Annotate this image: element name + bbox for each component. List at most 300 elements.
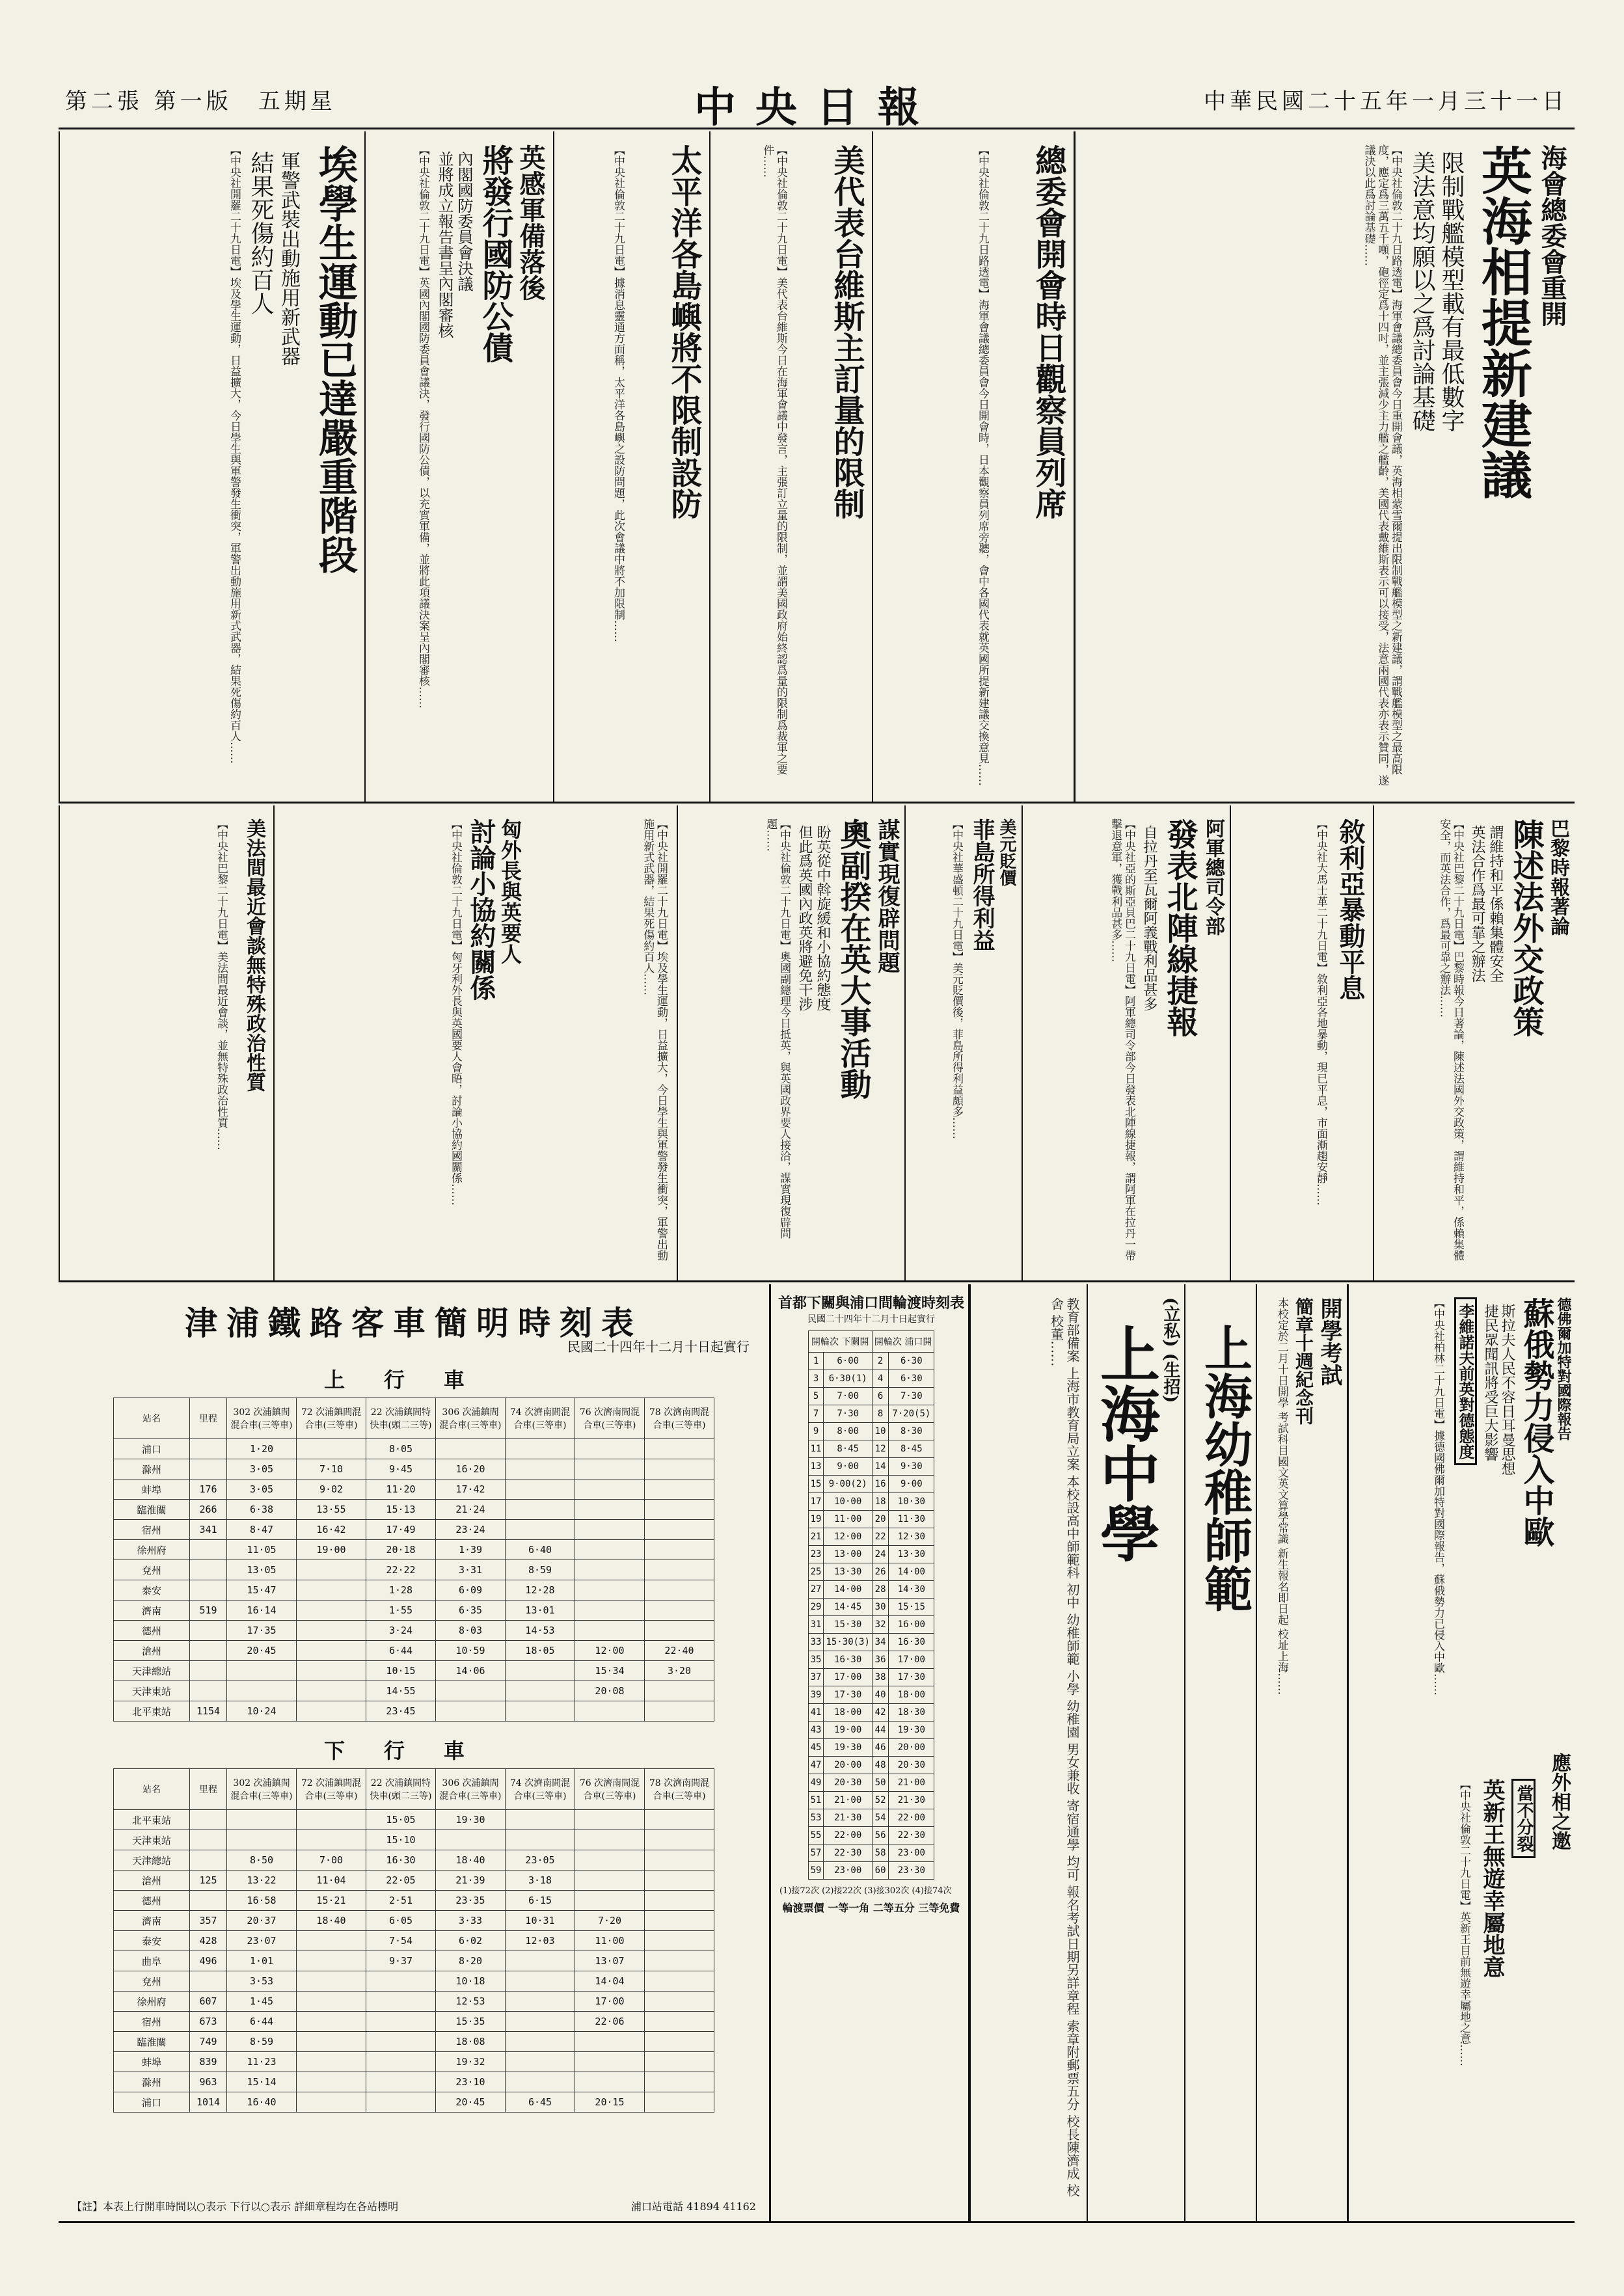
station-name: 濟南	[114, 1911, 190, 1931]
ferry-departure-time: 23·00	[889, 1844, 934, 1862]
ferry-departure-time: 16·30	[889, 1634, 934, 1651]
station-distance: 341	[190, 1520, 227, 1540]
issue-date: 中華民國二十五年一月三十一日	[1204, 88, 1568, 115]
departure-time	[506, 1661, 575, 1681]
ferry-note: (1)接72次 (2)接22次 (3)接302次 (4)接74次	[779, 1886, 952, 1896]
departure-time	[436, 1439, 506, 1459]
ferry-run-number: 38	[872, 1669, 888, 1686]
departure-time	[645, 2092, 714, 2113]
departure-time: 23·10	[436, 2072, 506, 2092]
ferry-departure-time: 12·00	[824, 1528, 872, 1546]
ferry-run-number: 15	[808, 1476, 824, 1493]
departure-time	[297, 2072, 366, 2092]
ferry-departure-time: 9·00(2)	[824, 1476, 872, 1493]
article-us-france	[59, 805, 273, 1280]
departure-time: 15·05	[366, 1810, 436, 1830]
boxed-headline: 當不分裂	[1511, 1779, 1536, 1858]
departure-time: 3·53	[227, 1971, 297, 1992]
departure-time: 16·42	[297, 1520, 366, 1540]
ferry-run-number: 46	[872, 1739, 888, 1757]
ferry-departure-time: 18·00	[824, 1704, 872, 1722]
departure-time	[297, 1560, 366, 1580]
headline: 敘利亞暴動平息	[1335, 818, 1366, 1001]
station-name: 滄州	[114, 1641, 190, 1661]
station-name: 滁州	[114, 2072, 190, 2092]
departure-time: 6·02	[436, 1931, 506, 1951]
departure-time: 7·20	[575, 1911, 645, 1931]
article-body: 【中央社倫敦二十九日電】英新王目前無遊幸屬地之意……	[1457, 1779, 1470, 2066]
departure-time: 14·53	[506, 1621, 575, 1641]
departure-time	[506, 1479, 575, 1500]
ferry-run-number: 22	[872, 1528, 888, 1546]
train-header: 72 次浦鎮間混合車(三等車)	[297, 1769, 366, 1810]
timetable-row	[114, 1850, 714, 1871]
ferry-run-number: 8	[872, 1405, 888, 1423]
ferry-run-number: 9	[808, 1423, 824, 1440]
station-distance: 1154	[190, 1701, 227, 1722]
ferry-departure-time: 18·00	[889, 1686, 934, 1704]
departure-time	[645, 2032, 714, 2052]
station-name: 宿州	[114, 2012, 190, 2032]
ferry-row	[808, 1599, 934, 1616]
headline: 發表北陣線捷報	[1161, 818, 1198, 1037]
departure-time: 21·39	[436, 1871, 506, 1891]
timetable-row	[114, 1701, 714, 1722]
departure-time: 14·06	[436, 1661, 506, 1681]
departure-time: 1·28	[366, 1580, 436, 1600]
ferry-run-number: 12	[872, 1440, 888, 1458]
train-header: 306 次浦鎮間混合車(三等車)	[436, 1769, 506, 1810]
ferry-row	[808, 1686, 934, 1704]
station-distance	[190, 1580, 227, 1600]
timetable-row	[114, 1621, 714, 1641]
departure-time: 11·04	[297, 1871, 366, 1891]
ferry-run-number: 59	[808, 1862, 824, 1880]
ferry-run-number: 41	[808, 1704, 824, 1722]
station-distance	[190, 1661, 227, 1681]
subheadline: 斯拉夫人民不容日耳曼思想	[1499, 1304, 1515, 1476]
station-distance	[190, 1850, 227, 1871]
ferry-departure-time: 14·00	[824, 1581, 872, 1599]
ferry-departure-time: 7·30	[889, 1388, 934, 1405]
departure-time	[645, 1459, 714, 1479]
ferry-departure-time: 8·00	[824, 1423, 872, 1440]
station-distance: 607	[190, 1992, 227, 2012]
station-name: 滁州	[114, 1459, 190, 1479]
ferry-row	[808, 1739, 934, 1757]
departure-time: 22·05	[366, 1871, 436, 1891]
station-distance	[190, 1641, 227, 1661]
train-header: 74 次濟南間混合車(三等車)	[506, 1398, 575, 1439]
ferry-run-number: 34	[872, 1634, 888, 1651]
ferry-run-number: 43	[808, 1722, 824, 1739]
station-name: 北平東站	[114, 1810, 190, 1830]
departure-time: 18·40	[297, 1911, 366, 1931]
departure-time: 13·05	[227, 1560, 297, 1580]
ferry-row	[808, 1388, 934, 1405]
ferry-run-number: 36	[872, 1651, 888, 1669]
subheadline: 結果死傷約百人	[247, 151, 274, 315]
station-name: 蚌埠	[114, 2052, 190, 2072]
article-delegates	[872, 131, 1074, 802]
departure-time	[227, 1681, 297, 1701]
ferry-run-number: 37	[808, 1669, 824, 1686]
subheadline: 謂維持和平係賴集體安全	[1487, 825, 1504, 982]
ferry-departure-time: 6·30	[889, 1370, 934, 1388]
station-distance: 1014	[190, 2092, 227, 2113]
departure-time: 8·59	[506, 1560, 575, 1580]
departure-time: 1·45	[227, 1992, 297, 2012]
departure-time: 6·40	[506, 1540, 575, 1560]
ferry-departure-time: 6·00	[824, 1353, 872, 1370]
ferry-departure-time: 10·00	[824, 1493, 872, 1511]
departure-time	[645, 1701, 714, 1722]
departure-time: 8·47	[227, 1520, 297, 1540]
departure-time	[645, 1681, 714, 1701]
station-distance: 839	[190, 2052, 227, 2072]
timetable-row	[114, 1891, 714, 1911]
middle-news-band	[59, 805, 1575, 1282]
ferry-run-number: 18	[872, 1493, 888, 1511]
kicker: 英感軍備落後	[515, 144, 546, 301]
headline: 應外相之邀	[1548, 1753, 1571, 1850]
station-name: 蚌埠	[114, 1479, 190, 1500]
ferry-row	[808, 1844, 934, 1862]
timetable-row	[114, 2092, 714, 2113]
headline: 討論小協約關係	[466, 818, 496, 1001]
article-syria	[1230, 805, 1373, 1280]
ferry-run-number: 53	[808, 1809, 824, 1827]
timetable-row	[114, 1520, 714, 1540]
page-number: 第二張 第一版 五期星	[65, 88, 336, 115]
departure-time: 17·00	[575, 1992, 645, 2012]
timetable-row	[114, 1911, 714, 1931]
departure-time	[297, 1701, 366, 1722]
ferry-departure-time: 20·30	[889, 1757, 934, 1774]
departure-time: 8·20	[436, 1951, 506, 1971]
ferry-departure-time: 21·00	[824, 1792, 872, 1809]
ferry-row	[808, 1616, 934, 1634]
timetable-row	[114, 1661, 714, 1681]
departure-time	[575, 1621, 645, 1641]
train-header: 302 次浦鎮間混合車(三等車)	[227, 1769, 297, 1810]
departure-time: 20·37	[227, 1911, 297, 1931]
subheadline: 美法意均願以之爲討論基礎	[1409, 151, 1435, 432]
ferry-run-number: 3	[808, 1370, 824, 1388]
station-name: 徐州府	[114, 1540, 190, 1560]
station-distance: 963	[190, 2072, 227, 2092]
train-header: 76 次濟南間混合車(三等車)	[575, 1769, 645, 1810]
ferry-departure-time: 11·00	[824, 1511, 872, 1528]
departure-time	[297, 1439, 366, 1459]
departure-time: 6·35	[436, 1600, 506, 1621]
departure-time	[645, 1479, 714, 1500]
headline: 奧副揆在英大事活動	[835, 818, 871, 1100]
ferry-row	[808, 1458, 934, 1476]
departure-time	[645, 1540, 714, 1560]
headline: 英新王無遊幸屬地意	[1479, 1779, 1505, 1978]
departure-time: 12·00	[575, 1641, 645, 1661]
ferry-run-number: 47	[808, 1757, 824, 1774]
departure-time: 15·10	[366, 1830, 436, 1850]
ferry-row	[808, 1704, 934, 1722]
departure-time	[227, 1661, 297, 1681]
ferry-row	[808, 1563, 934, 1581]
article-defense-bonds	[364, 131, 553, 802]
departure-time: 3·33	[436, 1911, 506, 1931]
ferry-departure-time: 19·00	[824, 1722, 872, 1739]
departure-time: 14·55	[366, 1681, 436, 1701]
departure-time	[645, 1971, 714, 1992]
station-distance	[190, 1830, 227, 1850]
departure-time: 10·15	[366, 1661, 436, 1681]
ferry-run-number: 58	[872, 1844, 888, 1862]
kicker: 謀實現復辟問題	[874, 818, 900, 973]
departure-time	[645, 1850, 714, 1871]
departure-time	[227, 1830, 297, 1850]
departure-time: 1·55	[366, 1600, 436, 1621]
station-name: 德州	[114, 1891, 190, 1911]
ferry-run-number: 24	[872, 1546, 888, 1563]
notice-headline: 開學考試	[1316, 1297, 1342, 1386]
station-name: 宿州	[114, 1520, 190, 1540]
down-trains-table	[113, 1768, 714, 2113]
timetable-footer: 【註】本表上行開車時間以○表示 下行以○表示 詳細章程均在各站標明	[72, 2200, 399, 2213]
departure-time: 15·21	[297, 1891, 366, 1911]
ferry-effective-date: 民國二十四年十二月十日起實行	[807, 1314, 935, 1325]
ferry-departure-time: 7·00	[824, 1388, 872, 1405]
station-distance: 496	[190, 1951, 227, 1971]
departure-time: 1·20	[227, 1439, 297, 1459]
departure-time: 15·34	[575, 1661, 645, 1681]
departure-time: 15·14	[227, 2072, 297, 2092]
departure-time	[506, 1701, 575, 1722]
ferry-run-number: 45	[808, 1739, 824, 1757]
departure-time	[506, 2012, 575, 2032]
ferry-row	[808, 1722, 934, 1739]
ferry-run-number: 28	[872, 1581, 888, 1599]
article-body: 【中央社倫敦二十九日路透電】海軍會議總委員會今日開會時，日本觀察員列席旁聽，會中各國代表就英國所提新建議交換意見……	[976, 144, 989, 786]
departure-time: 20·18	[366, 1540, 436, 1560]
departure-time: 3·31	[436, 1560, 506, 1580]
station-distance: 673	[190, 2012, 227, 2032]
departure-time: 16·58	[227, 1891, 297, 1911]
departure-time	[366, 1971, 436, 1992]
departure-time: 20·15	[575, 2092, 645, 2113]
departure-time	[297, 1661, 366, 1681]
train-header: 78 次濟南間混合車(三等車)	[645, 1769, 714, 1810]
departure-time: 9·45	[366, 1459, 436, 1479]
ferry-departure-time: 21·00	[889, 1774, 934, 1792]
departure-time	[645, 1951, 714, 1971]
departure-time: 8·50	[227, 1850, 297, 1871]
departure-time	[575, 1830, 645, 1850]
ferry-row	[808, 1353, 934, 1370]
ferry-departure-time: 17·00	[824, 1669, 872, 1686]
departure-time	[645, 1911, 714, 1931]
departure-time: 18·05	[506, 1641, 575, 1661]
departure-time: 21·24	[436, 1500, 506, 1520]
departure-time	[575, 2032, 645, 2052]
ferry-run-number: 25	[808, 1563, 824, 1581]
school-ad-subhead	[1184, 1284, 1256, 2221]
station-distance: 357	[190, 1911, 227, 1931]
ferry-run-number: 10	[872, 1423, 888, 1440]
station-distance	[190, 1891, 227, 1911]
timetable-row	[114, 1439, 714, 1459]
station-distance: 176	[190, 1479, 227, 1500]
article-naval	[1074, 131, 1575, 802]
article-body: 【中央社開羅二十九日電】埃及學生運動，日益擴大，今日學生與軍警發生衝突，軍警出動施用新式武器，結果死傷約百人……	[228, 144, 241, 764]
ferry-departure-time: 14·45	[824, 1599, 872, 1616]
departure-time	[645, 1520, 714, 1540]
departure-time: 11·00	[575, 1931, 645, 1951]
ferry-row	[808, 1651, 934, 1669]
departure-time	[297, 2092, 366, 2113]
station-distance	[190, 1681, 227, 1701]
departure-time	[575, 1560, 645, 1580]
departure-time: 7·00	[297, 1850, 366, 1871]
station-distance	[190, 1459, 227, 1479]
departure-time	[575, 1459, 645, 1479]
timetable-row	[114, 1871, 714, 1891]
article-body: 【中央社亞的斯亞貝巴二十九日電】阿軍總司令部今日發表北陣線捷報，謂阿軍在拉丹一帶擊退意軍，獲戰利品甚多……	[1109, 818, 1135, 1261]
departure-time	[366, 2092, 436, 2113]
distance-header: 里程	[190, 1769, 227, 1810]
departure-time	[297, 1810, 366, 1830]
ferry-departure-time: 21·30	[889, 1792, 934, 1809]
departure-time: 7·54	[366, 1931, 436, 1951]
timetable-row	[114, 1600, 714, 1621]
ferry-departure-time: 7·20(5)	[889, 1405, 934, 1423]
departure-time: 23·05	[506, 1850, 575, 1871]
station-name: 天津總站	[114, 1850, 190, 1871]
masthead	[59, 72, 1575, 132]
departure-time: 15·47	[227, 1580, 297, 1600]
departure-time: 13·55	[297, 1500, 366, 1520]
departure-time: 8·59	[227, 2032, 297, 2052]
station-name: 天津東站	[114, 1681, 190, 1701]
departure-time	[297, 2012, 366, 2032]
headline: 將發行國防公債	[477, 144, 513, 363]
ferry-departure-time: 13·00	[824, 1546, 872, 1563]
ferry-departure-time: 19·30	[824, 1739, 872, 1757]
article-body: 【中央社大馬士革二十九日電】敘利亞各地暴動，現已平息，市面漸趨安靜……	[1314, 818, 1327, 1206]
departure-time: 19·30	[436, 1810, 506, 1830]
station-distance	[190, 1540, 227, 1560]
timetable-title: 津浦鐵路客車簡明時刻表	[185, 1304, 643, 1342]
timetable-row	[114, 1641, 714, 1661]
departure-time: 19·00	[297, 1540, 366, 1560]
departure-time	[366, 2032, 436, 2052]
departure-time: 3·20	[645, 1661, 714, 1681]
ferry-departure-time: 20·30	[824, 1774, 872, 1792]
station-distance	[190, 1439, 227, 1459]
timetable-row	[114, 1931, 714, 1951]
ferry-run-number: 54	[872, 1809, 888, 1827]
timetable-row	[114, 1951, 714, 1971]
ferry-row	[808, 1546, 934, 1563]
departure-time: 16·40	[227, 2092, 297, 2113]
departure-time	[506, 1810, 575, 1830]
station-name: 徐州府	[114, 1992, 190, 2012]
ferry-run-number: 1	[808, 1353, 824, 1370]
station-name: 浦口	[114, 1439, 190, 1459]
ferry-departure-time: 15·30	[824, 1616, 872, 1634]
up-trains-table	[113, 1398, 714, 1722]
train-header: 76 次濟南間混合車(三等車)	[575, 1398, 645, 1439]
departure-time: 23·24	[436, 1520, 506, 1540]
article-us-delegate	[709, 131, 872, 802]
article-pacific	[553, 131, 709, 802]
ferry-run-number: 49	[808, 1774, 824, 1792]
ferry-run-number: 51	[808, 1792, 824, 1809]
departure-time	[575, 1479, 645, 1500]
headline: 陳述法外交政策	[1508, 818, 1544, 1037]
ferry-run-number: 60	[872, 1862, 888, 1880]
ferry-run-number: 11	[808, 1440, 824, 1458]
station-distance	[190, 1971, 227, 1992]
departure-time: 12·28	[506, 1580, 575, 1600]
kicker: 巴黎時報著論	[1547, 818, 1569, 936]
top-news-band	[59, 131, 1575, 804]
timetable-row	[114, 1459, 714, 1479]
timetable-row	[114, 2052, 714, 2072]
departure-time	[366, 2012, 436, 2032]
ferry-departure-time: 14·00	[889, 1563, 934, 1581]
ferry-departure-time: 23·00	[824, 1862, 872, 1880]
train-header: 72 次浦鎮間混合車(三等車)	[297, 1398, 366, 1439]
train-header: 22 次浦鎮間特快車(頭二三等)	[366, 1398, 436, 1439]
ferry-departure-time: 19·30	[889, 1722, 934, 1739]
departure-time: 9·37	[366, 1951, 436, 1971]
headline: 美法間最近會談無特殊政治性質	[243, 818, 265, 1092]
departure-time	[575, 1810, 645, 1830]
distance-header: 里程	[190, 1398, 227, 1439]
ferry-row	[808, 1757, 934, 1774]
station-distance	[190, 1810, 227, 1830]
departure-time: 15·13	[366, 1500, 436, 1520]
station-name: 臨淮關	[114, 1500, 190, 1520]
article-body: 【中央社巴黎二十九日電】美法間最近會談，並無特殊政治性質……	[215, 818, 228, 1150]
departure-time: 22·06	[575, 2012, 645, 2032]
departure-time	[645, 2072, 714, 2092]
departure-time	[575, 1600, 645, 1621]
departure-time	[575, 1850, 645, 1871]
timetable-row	[114, 1560, 714, 1580]
ferry-run-number: 30	[872, 1599, 888, 1616]
departure-time	[575, 1540, 645, 1560]
timetable-row	[114, 1540, 714, 1560]
station-name: 曲阜	[114, 1951, 190, 1971]
ferry-row	[808, 1423, 934, 1440]
article-philippines	[904, 805, 1022, 1280]
station-telephone: 浦口站電話 41894 41162	[631, 2200, 756, 2213]
station-distance	[190, 1621, 227, 1641]
departure-time	[645, 1500, 714, 1520]
departure-time	[575, 1891, 645, 1911]
departure-time: 22·40	[645, 1641, 714, 1661]
station-name: 天津東站	[114, 1830, 190, 1850]
ferry-row	[808, 1792, 934, 1809]
ferry-row	[808, 1493, 934, 1511]
departure-time: 11·20	[366, 1479, 436, 1500]
timetable-row	[114, 2012, 714, 2032]
departure-time	[506, 1992, 575, 2012]
ferry-departure-time: 16·30	[824, 1651, 872, 1669]
subheadline: 內閣國防委員會決議	[455, 151, 473, 291]
departure-time: 17·49	[366, 1520, 436, 1540]
